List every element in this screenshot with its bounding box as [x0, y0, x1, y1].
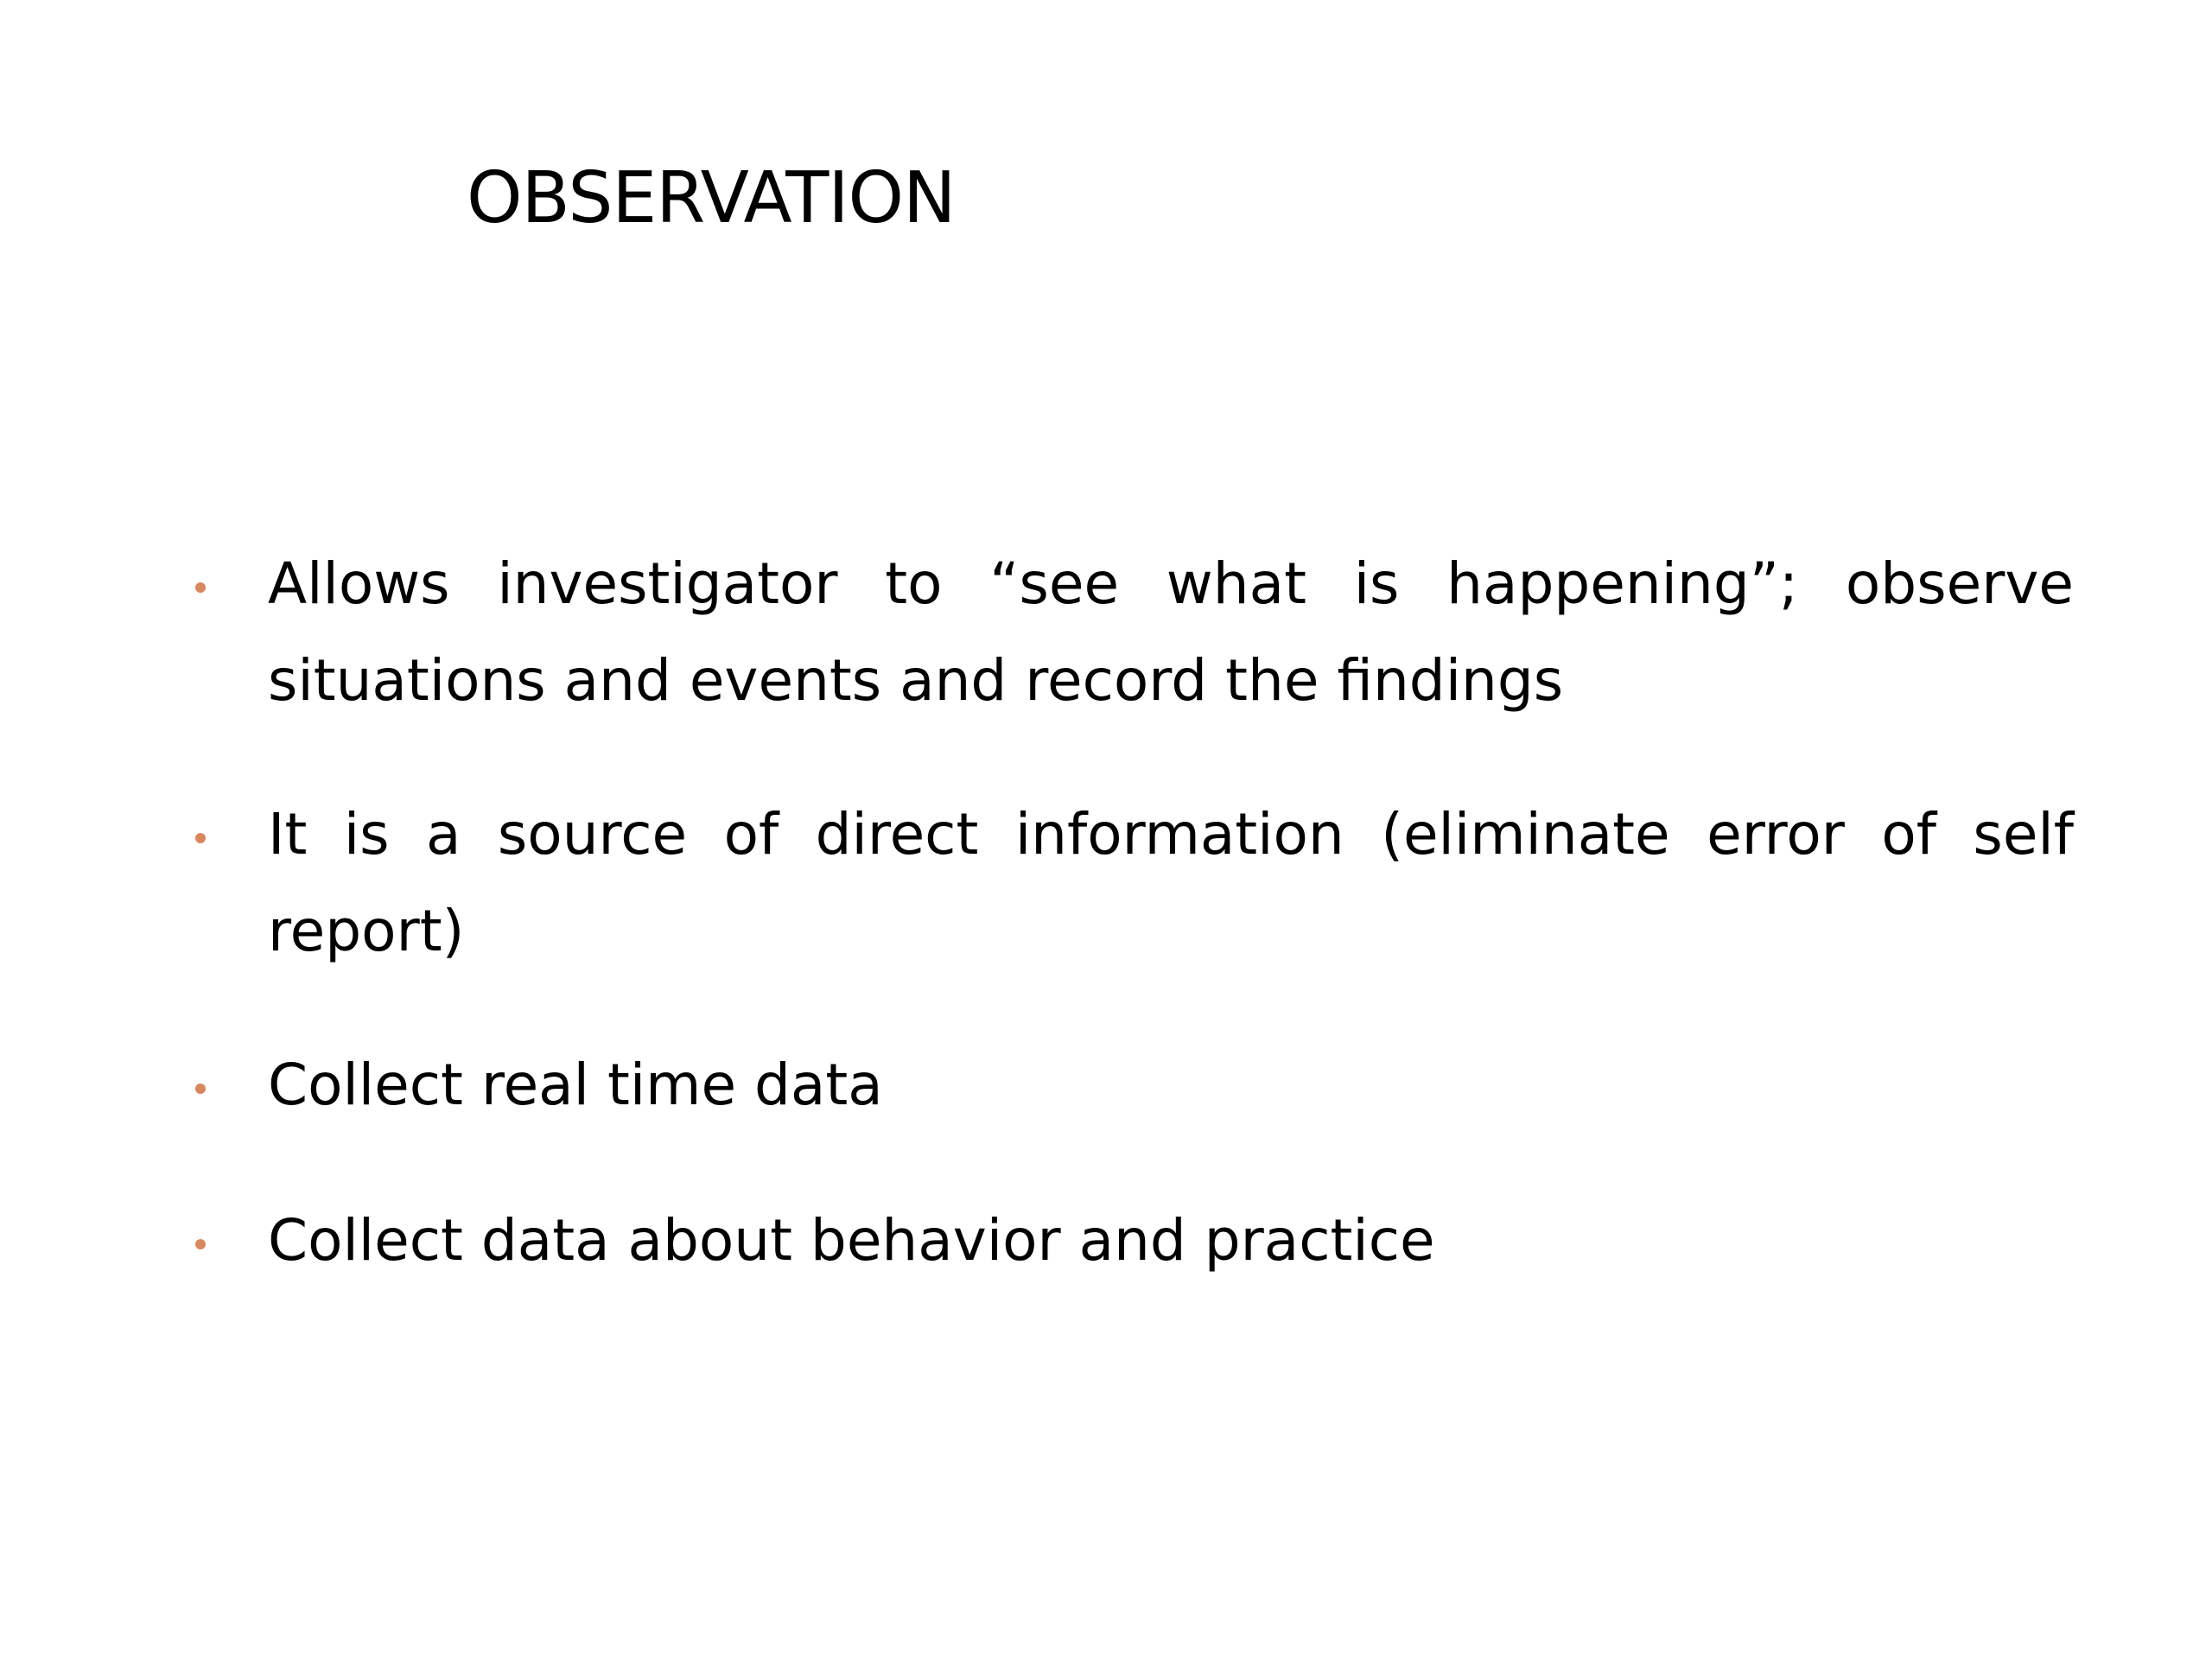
bullet-dot-icon — [195, 1239, 206, 1249]
bullet-dot-icon — [195, 833, 206, 843]
bullet-dot-icon — [195, 582, 206, 593]
bullet-text: It is a source of direct information (eliminate error of self report) — [268, 801, 2074, 964]
bullet-text: Allows investigator to “see what is happening”; observe situations and events and record the findings — [268, 550, 2074, 714]
bullet-text: Collect data about behavior and practice — [268, 1207, 1435, 1274]
bullet-dot-icon — [195, 1084, 206, 1094]
bullet-text: Collect real time data — [268, 1052, 883, 1118]
slide-title: OBSERVATION — [467, 157, 956, 239]
